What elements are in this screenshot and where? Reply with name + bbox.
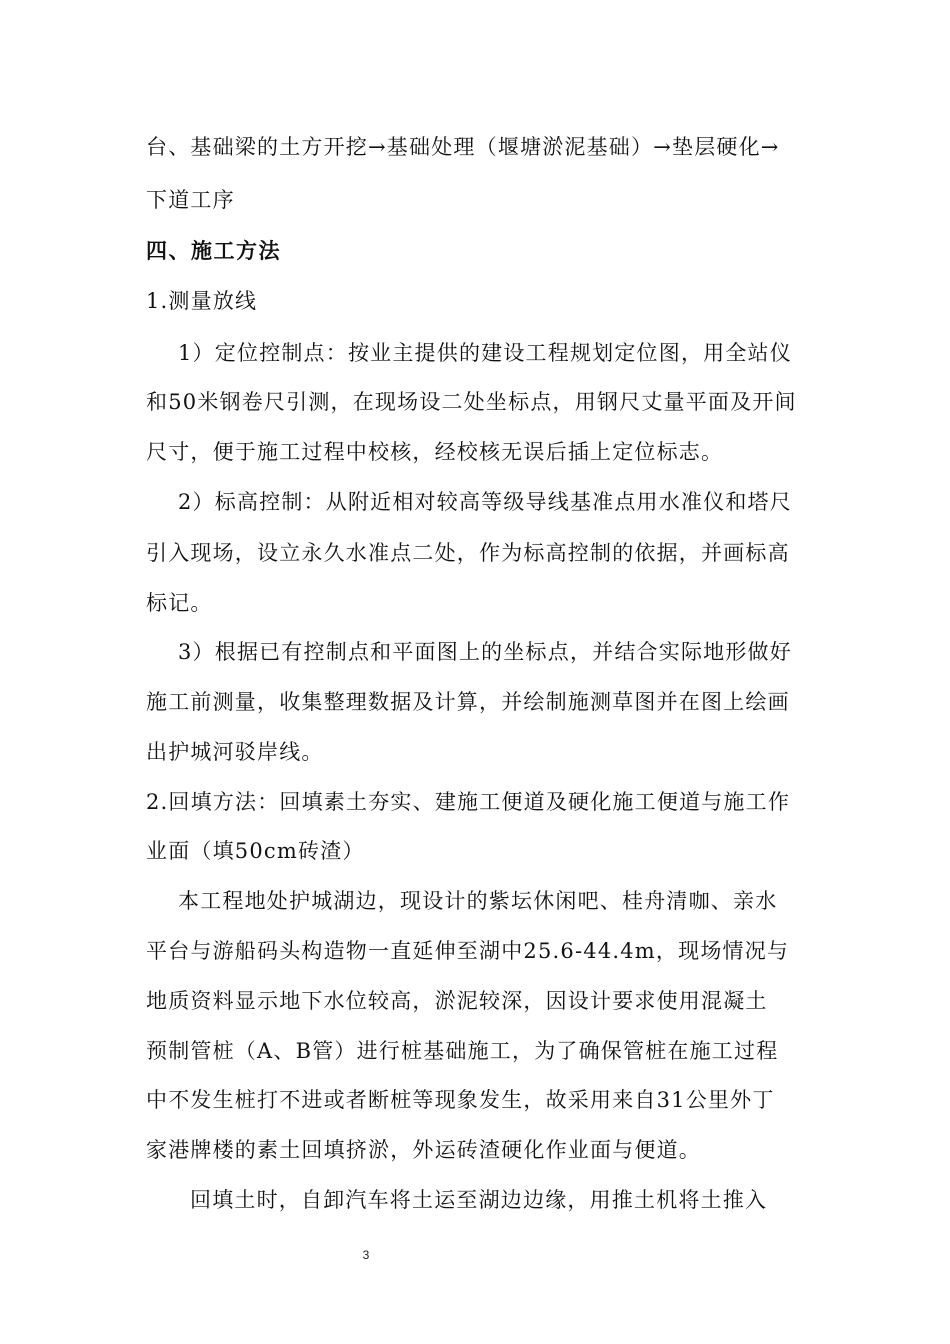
- text-line: 本工程地处护城湖边，现设计的紫坛休闲吧、桂舟清咖、亲水: [178, 889, 778, 913]
- text-line: 预制管桩（A、B管）进行桩基础施工，为了确保管桩在施工过程: [146, 1039, 779, 1063]
- text-line: 标记。: [146, 591, 213, 615]
- text-line: 地质资料显示地下水位较高，淤泥较深，因设计要求使用混凝土: [146, 989, 768, 1013]
- text-line: 家港牌楼的素土回填挤淤，外运砖渣硬化作业面与便道。: [146, 1138, 701, 1162]
- page-number: 3: [362, 1248, 370, 1262]
- subsection-heading: 2.回填方法：回填素土夯实、建施工便道及硬化施工便道与施工作: [146, 790, 791, 814]
- subsection-heading: 1.测量放线: [146, 289, 258, 313]
- text-line: 出护城河驳岸线。: [146, 740, 324, 764]
- section-heading: 四、施工方法: [146, 239, 281, 263]
- text-line: 回填土时，自卸汽车将土运至湖边边缘，用推土机将土推入: [190, 1188, 768, 1212]
- text-line: 尺寸，便于施工过程中校核，经校核无误后插上定位标志。: [146, 440, 724, 464]
- text-line: 2）标高控制：从附近相对较高等级导线基准点用水准仪和塔尺: [178, 490, 792, 514]
- text-line: 台、基础梁的土方开挖→基础处理（堰塘淤泥基础）→垫层硬化→: [146, 135, 780, 159]
- text-line: 中不发生桩打不进或者断桩等现象发生，故采用来自31公里外丁: [146, 1088, 775, 1112]
- text-line: 1）定位控制点：按业主提供的建设工程规划定位图，用全站仪: [178, 341, 792, 365]
- text-line: 平台与游船码头构造物一直延伸至湖中25.6-44.4m，现场情况与: [146, 939, 790, 963]
- text-line: 下道工序: [146, 188, 235, 212]
- text-line: 引入现场，设立永久水准点二处，作为标高控制的依据，并画标高: [146, 541, 790, 565]
- text-line: 3）根据已有控制点和平面图上的坐标点，并结合实际地形做好: [178, 640, 792, 664]
- text-line: 施工前测量，收集整理数据及计算，并绘制施测草图并在图上绘画: [146, 690, 790, 714]
- text-line: 业面（填50cm砖渣）: [146, 839, 365, 863]
- text-line: 和50米钢卷尺引测，在现场设二处坐标点，用钢尺丈量平面及开间: [146, 390, 797, 414]
